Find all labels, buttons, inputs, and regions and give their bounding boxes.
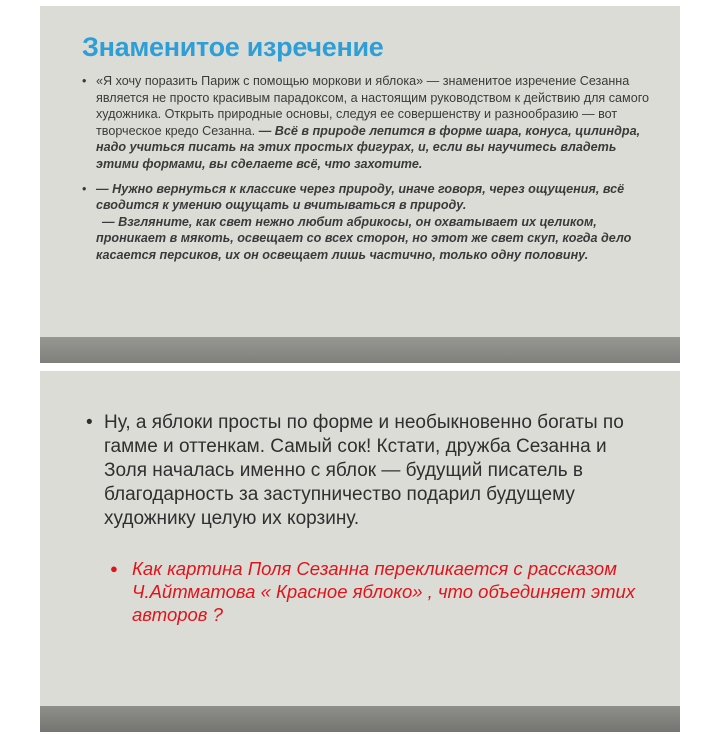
question-text: ● Как картина Поля Сезанна перекликается с рассказом Ч.Айтматова « Красное яблоко» , что объединяет этих авторов ? — [110, 557, 650, 626]
classics-quote: — Нужно вернуться к классике через природу, иначе говоря, через ощущения, всё сводится к умению ощущать и вчитываться в природу. — [96, 181, 625, 213]
saying-text: «Я хочу поразить Париж с помощью моркови и яблока» — знаменитое изречение Сезанна является не просто красивым парадоксом, а настоящим руководством к действию для самого художника. Открыть природные основы, следуя ее совершенству и разнообразию — вот творческое кредо Сезанна. — [96, 74, 650, 138]
bullet-list — [86, 411, 650, 531]
slide-title: Знаменитое изречение — [82, 32, 384, 62]
bullet-item-apples: • Ну, а яблоки просты по форме и необыкновенно богаты по гамме и оттенкам. Самый сок! Кстати, дружба Сезанна и Золя началась именно с яблок — будущий писатель в благодарность за заступничество подарил будущему художнику целую их корзину. — [86, 411, 650, 531]
slide-footer-bar — [40, 706, 680, 732]
bullet-list — [82, 73, 650, 264]
slide-apples — [40, 371, 680, 732]
bullet-item-classics — [82, 181, 650, 264]
slide-famous-saying — [40, 6, 680, 363]
light-quote: — Взгляните, как свет нежно любит абрикосы, он охватывает их целиком, проникает в мякоть, освещает со всех сторон, но этот же свет скуп, когда дело касается персиков, их он освещает лишь частично, только одну половину. — [96, 214, 632, 262]
bullet-item-saying — [82, 73, 650, 173]
slide-footer-bar — [40, 337, 680, 363]
saying-quote-italic: — Всё в природе лепится в форме шара, конуса, цилиндра, надо учиться писать на этих простых фигурах, и, если вы научитесь владеть этими формами, вы сделаете всё, что захотите. — [96, 123, 641, 171]
